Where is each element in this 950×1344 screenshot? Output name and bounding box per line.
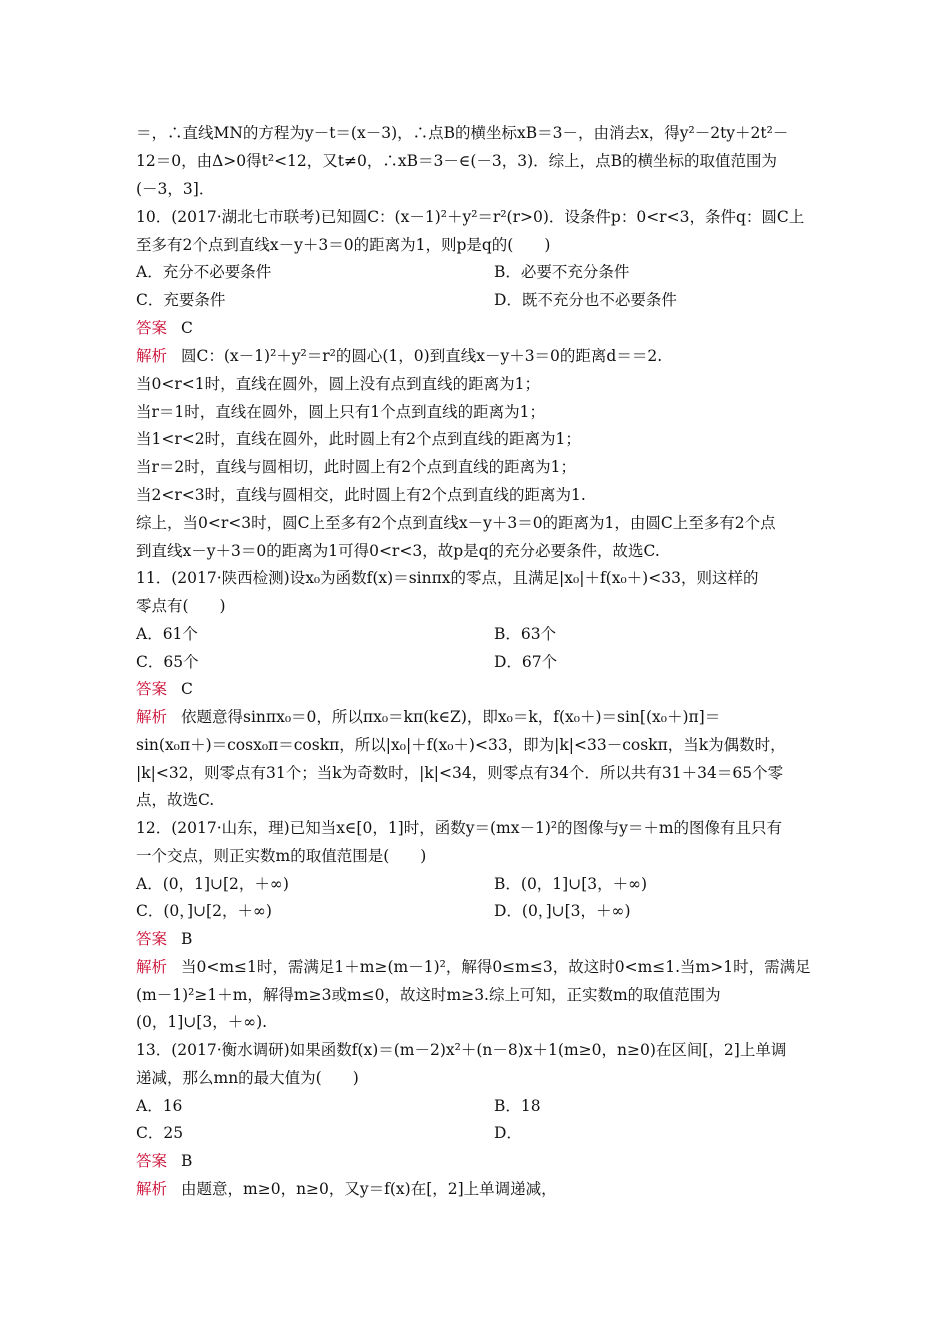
answer-value: B: [181, 1152, 193, 1170]
analysis-text: (m－1)²≥1＋m，解得m≥3或m≤0，故这时m≥3.综上可知，正实数m的取值范围为: [136, 986, 721, 1004]
answer-tag: 答案: [136, 1152, 168, 1170]
option-a: A．61个: [136, 625, 198, 643]
analysis-tag: 解析: [136, 347, 168, 365]
analysis-line: [136, 346, 662, 366]
analysis-text: |k|<32，则零点有31个；当k为奇数时，|k|<34，则零点有34个．所以共有31＋34＝65个零: [136, 764, 784, 782]
option-b: B．63个: [494, 625, 557, 643]
analysis-text: 圆C：(x－1)²＋y²＝r²的圆心(1，0)到直线x－y＋3＝0的距离d＝＝2.: [181, 347, 663, 365]
option-d: D．67个: [494, 653, 558, 671]
option-d: D．(0，]∪[3，＋∞): [494, 902, 631, 920]
question-13-stem: 13．(2017·衡水调研)如果函数f(x)＝(m－2)x²＋(n－8)x＋1(m≥0，n≥0)在区间[，2]上单调: [136, 1041, 787, 1059]
analysis-line: [136, 1179, 557, 1199]
analysis-line: [136, 957, 811, 977]
analysis-text: 点，故选C.: [136, 791, 215, 809]
answer-line: [136, 318, 193, 338]
analysis-line: [136, 707, 720, 727]
option-a: A．(0，1]∪[2，＋∞): [136, 875, 289, 893]
analysis-text: 依题意得sinπx₀＝0，所以πx₀＝kπ(k∈Z)，即x₀＝k，f(x₀＋)＝sin[(x₀＋)π]＝: [181, 708, 721, 726]
analysis-text: sin(x₀π＋)＝cosx₀π＝coskπ，所以|x₀|＋f(x₀＋)<33，即为|k|<33－coskπ，当k为偶数时，: [136, 736, 786, 754]
analysis-text: 到直线x－y＋3＝0的距离为1可得0<r<3，故p是q的充分必要条件，故选C.: [136, 542, 660, 560]
question-11-stem: 零点有( ): [136, 597, 226, 615]
analysis-tag: 解析: [136, 708, 168, 726]
option-b: B．18: [494, 1097, 541, 1115]
analysis-tag: 解析: [136, 958, 168, 976]
question-10-stem: 10．(2017·湖北七市联考)已知圆C：(x－1)²＋y²＝r²(r>0)．设条件p：0<r<3，条件q：圆C上: [136, 208, 805, 226]
analysis-text: 当1<r<2时，直线在圆外，此时圆上有2个点到直线的距离为1；: [136, 430, 581, 448]
answer-tag: 答案: [136, 680, 168, 698]
question-12-stem: 12．(2017·山东，理)已知当x∈[0，1]时，函数y＝(mx－1)²的图像与y＝＋m的图像有且只有: [136, 819, 783, 837]
option-c: C．(0，]∪[2，＋∞): [136, 902, 272, 920]
answer-value: C: [181, 680, 193, 698]
answer-line: [136, 929, 192, 949]
analysis-text: 由题意，m≥0，n≥0，又y＝f(x)在[，2]上单调递减，: [181, 1180, 557, 1198]
option-a: A．16: [136, 1097, 183, 1115]
answer-value: C: [181, 319, 193, 337]
option-b: B．(0，1]∪[3，＋∞): [494, 875, 648, 893]
option-c: C．充要条件: [136, 291, 226, 309]
analysis-text: 当2<r<3时，直线与圆相交，此时圆上有2个点到直线的距离为1.: [136, 486, 586, 504]
analysis-tag: 解析: [136, 1180, 168, 1198]
analysis-text: 综上，当0<r<3时，圆C上至多有2个点到直线x－y＋3＝0的距离为1，由圆C上至多有2个点: [136, 514, 776, 532]
analysis-text: 当0<m≤1时，需满足1＋m≥(m－1)²，解得0≤m≤3，故这时0<m≤1.当m>1时，需满足: [181, 958, 811, 976]
option-b: B．必要不充分条件: [494, 263, 630, 281]
question-13-stem: 递减，那么mn的最大值为( ): [136, 1069, 359, 1087]
option-d: D．既不充分也不必要条件: [494, 291, 677, 309]
answer-value: B: [181, 930, 193, 948]
text-line: (－3，3]．: [136, 180, 215, 198]
question-11-stem: 11．(2017·陕西检测)设x₀为函数f(x)＝sinπx的零点，且满足|x₀|＋f(x₀＋)<33，则这样的: [136, 569, 759, 587]
option-c: C．65个: [136, 653, 199, 671]
analysis-text: (0，1]∪[3，＋∞).: [136, 1013, 268, 1031]
answer-tag: 答案: [136, 930, 168, 948]
answer-line: [136, 679, 193, 699]
question-10-stem: 至多有2个点到直线x－y＋3＝0的距离为1，则p是q的( ): [136, 236, 551, 254]
question-12-stem: 一个交点，则正实数m的取值范围是( ): [136, 847, 427, 865]
option-d: D．: [494, 1124, 522, 1142]
analysis-text: 当0<r<1时，直线在圆外，圆上没有点到直线的距离为1；: [136, 375, 540, 393]
text-line: 12＝0，由Δ>0得t²<12，又t≠0，∴xB＝3－∈(－3，3)．综上，点B的横坐标的取值范围为: [136, 152, 778, 170]
option-a: A．充分不必要条件: [136, 263, 272, 281]
analysis-text: 当r＝2时，直线与圆相切，此时圆上有2个点到直线的距离为1；: [136, 458, 576, 476]
answer-tag: 答案: [136, 319, 168, 337]
analysis-text: 当r＝1时，直线在圆外，圆上只有1个点到直线的距离为1；: [136, 403, 545, 421]
option-c: C．25: [136, 1124, 184, 1142]
answer-line: [136, 1151, 192, 1171]
text-line: ＝，∴直线MN的方程为y－t＝(x－3)，∴点B的横坐标xB＝3－，由消去x，得y²－2ty＋2t²－: [136, 124, 789, 142]
